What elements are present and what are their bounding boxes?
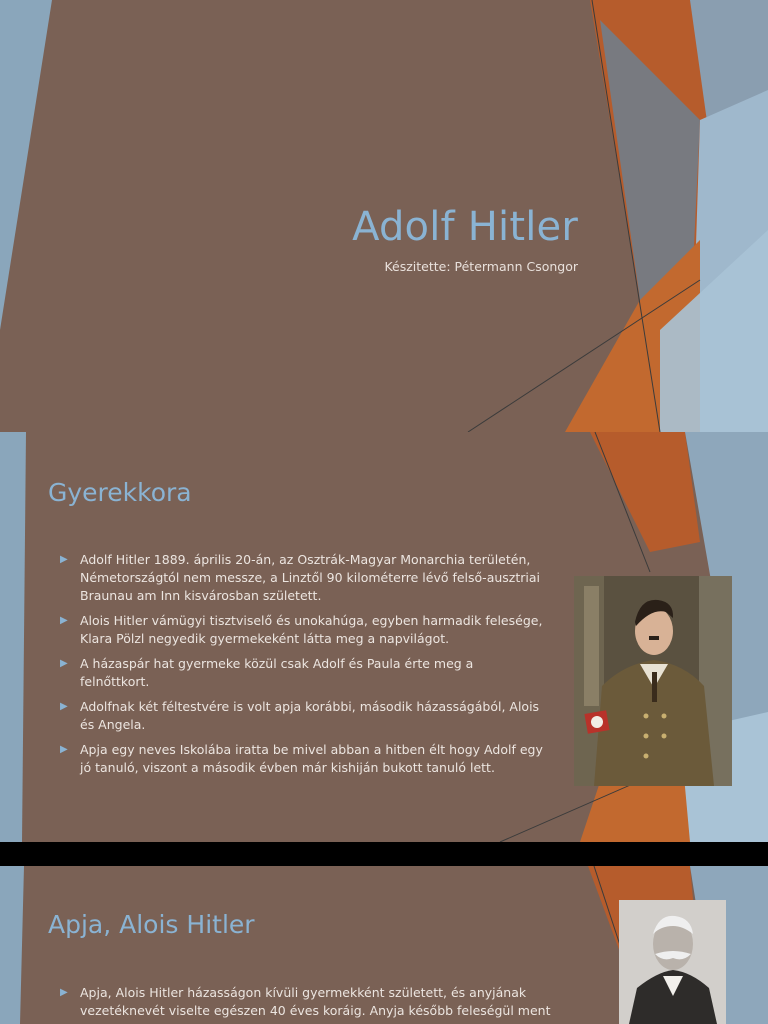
- triangle-bullet-icon: ▶: [60, 615, 68, 626]
- portrait-photo: [619, 900, 726, 1024]
- list-item: ▶ Adolfnak két féltestvére is volt apja korábbi, második házasságából, Alois és Angela.: [60, 699, 540, 732]
- list-item: ▶ A házaspár hat gyermeke közül csak Adolf és Paula érte meg a felnőttkort.: [60, 656, 474, 689]
- page-title: Adolf Hitler: [352, 204, 578, 250]
- list-item: ▶ Adolf Hitler 1889. április 20-án, az Osztrák-Magyar Monarchia területén, Németországtól nem messze, a Linztől 90 kilométerre lévő felső-ausztriai Braunau am Inn kisvárosban született.: [60, 552, 540, 603]
- section-heading: Gyerekkora: [48, 478, 192, 507]
- list-item: ▶ Alois Hitler vámügyi tisztviselő és unokahúga, egyben harmadik felesége, Klara Pölzl negyedik gyermekeként látta meg a napvilágot.: [60, 613, 543, 646]
- portrait-icon: [619, 900, 726, 1024]
- list-item: ▶ Apja egy neves Iskolába iratta be mivel abban a hitben élt hogy Adolf egy jó tanuló, viszont a második évben már kishiján bukott tanuló lett.: [60, 742, 543, 775]
- triangle-bullet-icon: ▶: [60, 658, 68, 669]
- triangle-bullet-icon: ▶: [60, 987, 68, 998]
- childhood-slide: [0, 432, 768, 842]
- portrait-icon: [574, 576, 732, 786]
- list-item: ▶ Apja, Alois Hitler házasságon kívüli gyermekként született, és anyjának vezetéknevét viselte egészen 40 éves koráig. Anyja később feleségül ment: [60, 985, 551, 1018]
- bullet-list: [60, 551, 546, 784]
- section-heading: Apja, Alois Hitler: [48, 910, 255, 939]
- triangle-bullet-icon: ▶: [60, 701, 68, 712]
- title-slide: [0, 0, 768, 432]
- portrait-photo: [574, 576, 732, 786]
- triangle-bullet-icon: ▶: [60, 744, 68, 755]
- bullet-list: [60, 984, 556, 1024]
- author-subtitle: Készitette: Pétermann Csongor: [384, 259, 578, 274]
- triangle-bullet-icon: ▶: [60, 554, 68, 565]
- father-slide: [0, 866, 768, 1024]
